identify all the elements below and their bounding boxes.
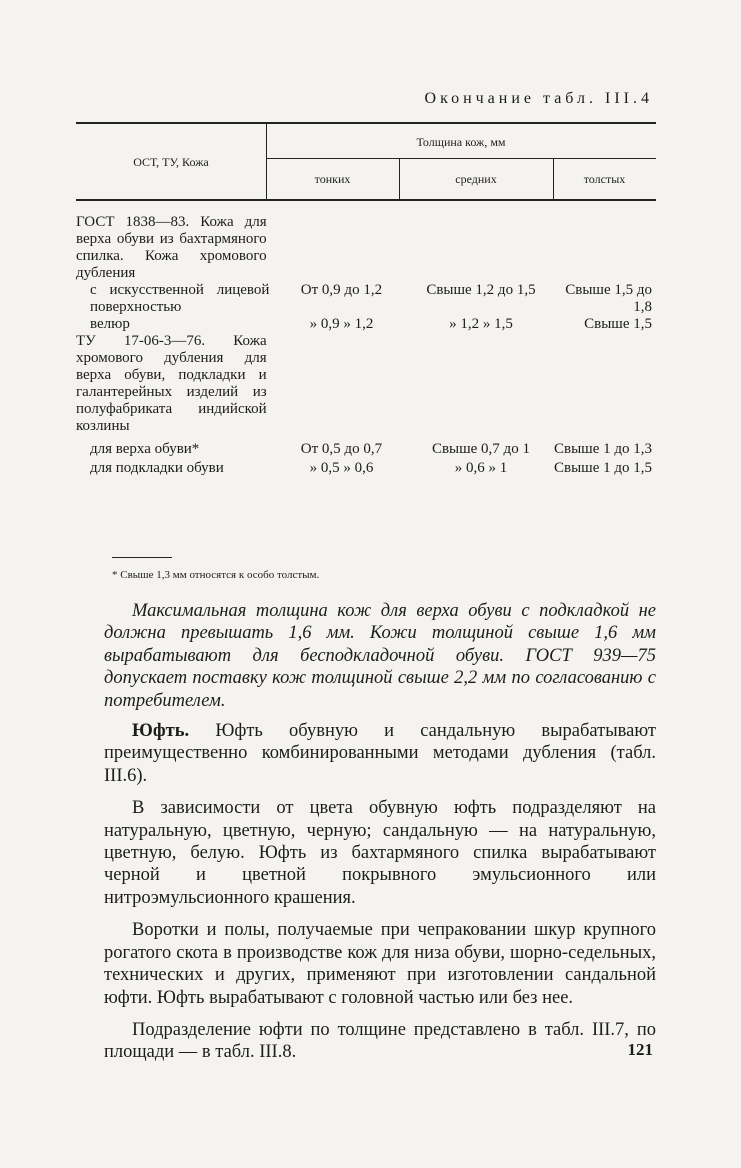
table-group-rule — [266, 158, 656, 159]
table-footnote: * Свыше 1,3 мм относятся к особо толстым. — [112, 569, 320, 581]
cell-thin: » 0,9 » 1,2 — [309, 316, 374, 332]
cell-thick: Свыше 1,5 до 1,8 — [565, 282, 652, 315]
row-label: ГОСТ 1838—83. Кожа для верха обуви из бахтармяного спилка. Кожа хромового дубления — [76, 214, 267, 281]
paragraph: Максимальная толщина кож для верха обуви с подкладкой не должна превышать 1,6 мм. Кожи толщиной свыше 1,6 мм вырабатывают для бесподкладочной обуви. ГОСТ 939—75 допускает поставку кож толщиной свыше 2,2 мм по согласованию с потребителем. — [104, 601, 656, 711]
page-number: 121 — [627, 1040, 653, 1059]
cell-thin: От 0,5 до 0,7 — [300, 441, 383, 457]
row-label: с искусственной лицевой поверхностью — [90, 282, 270, 315]
row-label: велюр — [90, 316, 130, 332]
table-top-rule — [76, 122, 656, 124]
paragraph: Воротки и полы, получаемые при чепраковании шкур крупного рогатого скота в производстве кож для низа обуви, шорно-седельных, технических и других, применяют при изготовлении сандальной юфти. Юфть вырабатывают с головной частью или без нее. — [104, 920, 656, 1008]
cell-thin: » 0,5 » 0,6 — [309, 460, 374, 476]
row-label: ТУ 17-06-3—76. Кожа хромового дубления для верха обуви, подкладки и галантерейных изделий из полуфабриката индийской козлины — [76, 333, 267, 434]
cell-thick: Свыше 1,5 — [584, 316, 652, 332]
table-header-bottom-rule — [76, 199, 656, 201]
paragraph: В зависимости от цвета обувную юфть подразделяют на натуральную, цветную, черную; сандальную — на натуральную, цветную, белую. Юфть из бахтармяного спилка вырабатывают черной и цветной покрывного эмульсионного или нитроэмульсионного крашения. — [104, 798, 656, 908]
header-col-thick: толстых — [583, 172, 626, 186]
header-col-thin: тонких — [314, 172, 351, 186]
header-col-standard: ОСТ, ТУ, Кожа — [133, 155, 209, 169]
header-thickness-group: Толщина кож, мм — [416, 135, 506, 149]
header-col-medium: средних — [455, 172, 497, 186]
cell-medium: » 0,6 » 1 — [454, 460, 508, 476]
table-caption: Окончание табл. III.4 — [424, 90, 653, 107]
table-row — [76, 316, 656, 333]
table-row — [76, 214, 656, 282]
body-text — [104, 600, 656, 1074]
cell-thick: Свыше 1 до 1,5 — [553, 460, 652, 476]
cell-medium: » 1,2 » 1,5 — [449, 316, 513, 332]
table-row — [76, 333, 656, 435]
cell-medium: Свыше 0,7 до 1 — [431, 441, 530, 457]
paragraph: Подразделение юфти по толщине представлено в табл. III.7, по площади — в табл. III.8. — [104, 1019, 656, 1063]
table-body — [76, 214, 656, 477]
row-label: для подкладки обуви — [90, 460, 224, 476]
table-row — [76, 460, 656, 477]
table-row — [76, 441, 656, 458]
cell-medium: Свыше 1,2 до 1,5 — [426, 282, 536, 298]
table-row — [76, 282, 656, 316]
footnote-rule — [112, 557, 172, 558]
row-label: для верха обуви* — [90, 441, 200, 457]
cell-thick: Свыше 1 до 1,3 — [553, 441, 652, 457]
cell-thin: От 0,9 до 1,2 — [300, 282, 383, 298]
paragraph: Юфть. Юфть обувную и сандальную вырабатывают преимущественно комбинированными методами дубления (табл. III.6). — [104, 721, 656, 786]
term-yuft: Юфть. — [132, 721, 190, 742]
